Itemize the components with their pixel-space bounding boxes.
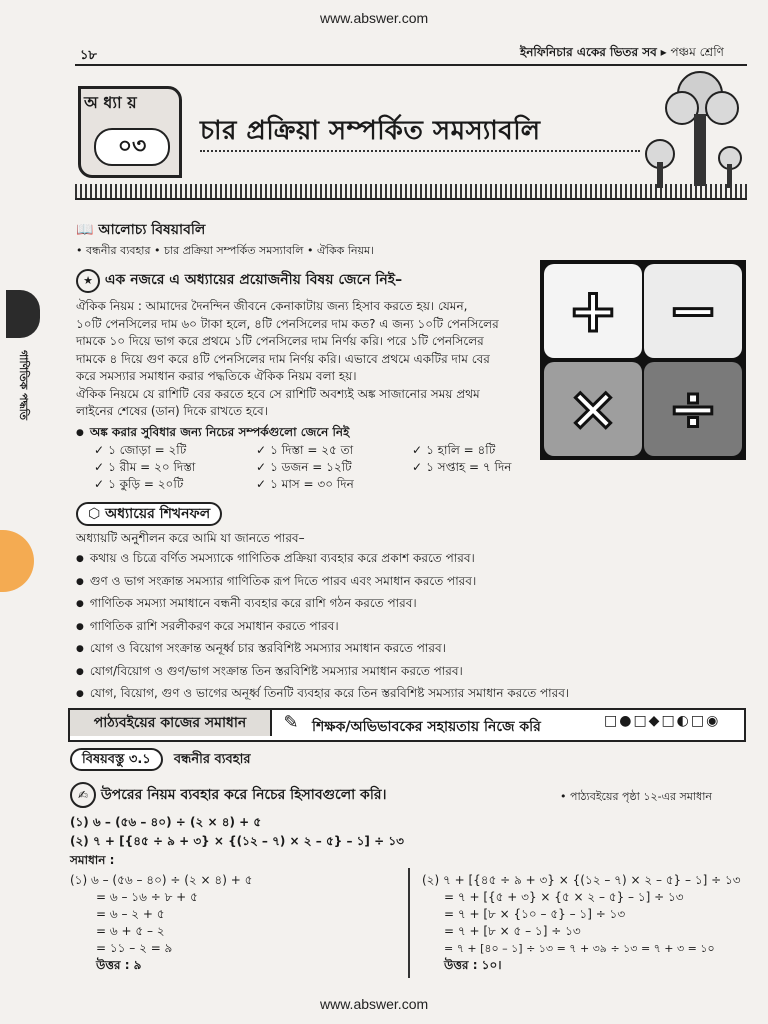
relations-col-3: ✓ ১ হালি = ৪টি ✓ ১ সপ্তাহ = ৭ দিন (412, 443, 512, 474)
glance-heading-row (76, 268, 402, 293)
solution-step: = ৬ – ২ + ৫ (96, 907, 165, 921)
side-tab-label: গাণিতিক পদ্ধতি (17, 350, 30, 421)
tree-illustration-icon (630, 66, 746, 190)
unitary-line: ১০টি পেনসিলের দাম ৬০ টাকা হলে, ৪টি পেনসিলের দাম কত? এ জন্য ১০টি পেনসিলের (76, 316, 499, 331)
title-underline (200, 150, 640, 152)
outcomes-intro: অধ্যায়টি অনুশীলন করে আমি যা জানতে পারব– (76, 531, 305, 545)
watermark-top: www.abswer.com (320, 10, 429, 26)
topic-name: বন্ধনীর ব্যবহার (173, 752, 251, 767)
class-label: পঞ্চম শ্রেণি (670, 45, 724, 59)
solution-label: সমাধান : (70, 853, 115, 867)
solution-2 (422, 872, 742, 974)
solution-step: (২) ৭ + [{৪৫ ÷ ৯ + ৩} × {(১২ – ৭) × ২ – ৫} – ১] ÷ ১৩ (422, 873, 741, 887)
solution-bar-right: শিক্ষক/অভিভাবকের সহায়তায় নিজে করি (312, 719, 541, 735)
outcomes-heading: অধ্যায়ের শিখনফল (105, 506, 211, 522)
question-2: (২) ৭ + [{৪৫ ÷ ৯ + ৩} × {(১২ – ৭) × ২ – ৫} – ১] ÷ ১৩ (70, 834, 404, 848)
math-operations-image (540, 260, 746, 460)
solution-step: = ১১ – ২ = ৯ (96, 941, 173, 955)
outcome-item: ● গুণ ও ভাগ সংক্রান্ত সমস্যার গাণিতিক রূপ দিতে পারব এবং সমাধান করতে পারব। (76, 571, 676, 594)
answer-1: উত্তর : ৯ (96, 958, 142, 972)
glance-heading: এক নজরে এ অধ্যায়ের প্রয়োজনীয় বিষয় জেনে নিই– (104, 272, 403, 288)
grass-strip (75, 184, 747, 200)
star-icon: ★ (76, 269, 100, 293)
outcomes-pill (76, 502, 222, 526)
brand-name: ইনফিনিচার একের ভিতর সব (520, 45, 657, 59)
outcomes-heading-row (76, 502, 222, 526)
side-tab-badge (6, 290, 40, 338)
exercise-instruction-row (70, 782, 387, 808)
solution-bar-left: পাঠ্যবইয়ের কাজের সমাধান (70, 710, 272, 736)
solution-step: = ৭ + [{৫ + ৩} × {৫ × ২ – ৫} – ১] ÷ ১৩ (444, 890, 684, 904)
solution-step: = ৭ + [৪০ – ১] ÷ ১৩ = ৭ + ৩৯ ÷ ১৩ = ৭ + ৩ = ১০ (444, 942, 715, 955)
relation-item: ১ ডজন = ১২টি (270, 460, 352, 474)
outcome-item: ● যোগ, বিয়োগ, গুণ ও ভাগের অনূর্ধ্ব তিনটি ব্যবহার করে তিন স্তরবিশিষ্ট সমস্যার সমাধান করতে পারব। (76, 683, 676, 706)
solution-step: = ৬ – ১৬ ÷ ৮ + ৫ (96, 890, 198, 904)
relations-col-1: ✓ ১ জোড়া = ২টি ✓ ১ রীম = ২০ দিস্তা ✓ ১ কুড়ি = ২০টি (94, 443, 196, 491)
chapter-title: চার প্রক্রিয়া সম্পর্কিত সমস্যাবলি (200, 116, 541, 146)
minus-icon: − (667, 276, 719, 346)
relation-item: ১ কুড়ি = ২০টি (108, 477, 184, 491)
cube-icon: ⬡ (88, 506, 101, 522)
sticky-note-icon (0, 530, 34, 592)
unitary-line: ঐকিক নিয়মে যে রাশিটি বের করতে হবে সে রাশিটি অবশ্যই অঙ্ক সাজানোর সময় প্রথম (76, 386, 480, 401)
relations-heading (76, 424, 349, 444)
answer-2: উত্তর : ১০। (444, 958, 502, 972)
relations-col-2: ✓ ১ দিস্তা = ২৫ তা ✓ ১ ডজন = ১২টি ✓ ১ মাস = ৩০ দিন (256, 443, 354, 491)
watermark-bottom: www.abswer.com (320, 996, 429, 1012)
page-number: ১৮ (80, 48, 97, 63)
unitary-line: দামকে ১০ দিয়ে ভাগ করে প্রথমে ১টি পেনসিলের দাম নির্ণয় করি। পরে ১টি পেনসিলের (76, 334, 484, 348)
relation-item: ১ সপ্তাহ = ৭ দিন (426, 460, 512, 474)
relation-item: ১ হালি = ৪টি (426, 443, 496, 457)
outcome-item: ● গাণিতিক রাশি সরলীকরণ করে সমাধান করতে পারব। (76, 616, 676, 639)
page-header (520, 44, 724, 64)
solution-step: = ৬ + ৫ – ২ (96, 924, 165, 938)
topics-heading-row (76, 218, 205, 242)
topic-label-row (70, 748, 251, 771)
chapter-word: অ ধ্যা য় (84, 93, 137, 112)
header-arrow-icon: ▸ (660, 45, 667, 59)
solution-step: (১) ৬ – (৫৬ – ৪০) ÷ (২ × ৪) + ৫ (70, 873, 253, 887)
side-tab (0, 290, 42, 470)
topics-heading: আলোচ্য বিষয়াবলি (98, 222, 206, 238)
question-1: (১) ৬ – (৫৬ – ৪০) ÷ (২ × ৪) + ৫ (70, 815, 262, 829)
outcomes-list (76, 548, 676, 706)
relation-item: ১ দিস্তা = ২৫ তা (270, 443, 354, 457)
exercise-instruction: উপরের নিয়ম ব্যবহার করে নিচের হিসাবগুলো করি। (100, 787, 387, 803)
calculator-icon: ✍ (70, 782, 96, 808)
chapter-number: ০৩ (94, 128, 170, 166)
unitary-line: লাইনের শেষের (ডান) দিকে রাখতে হবে। (76, 404, 269, 418)
relations-heading-text: অঙ্ক করার সুবিধার জন্য নিচের সম্পর্কগুলো জেনে নিই (89, 425, 350, 439)
unitary-line: করে সমস্যার সমাধান করার পদ্ধতিকে ঐকিক নিয়ম বলা হয়। (76, 369, 357, 383)
relation-item: ১ জোড়া = ২টি (108, 443, 187, 457)
solution-step: = ৭ + [৮ × ৫ – ১] ÷ ১৩ (444, 924, 581, 938)
solution-divider (408, 868, 410, 978)
divide-icon: ÷ (667, 374, 719, 444)
book-icon: 📖 (76, 222, 94, 238)
relation-item: ১ মাস = ৩০ দিন (270, 477, 354, 491)
outcome-item: ● যোগ ও বিয়োগ সংক্রান্ত অনূর্ধ্ব চার স্তরবিশিষ্ট সমস্যার সমাধান করতে পারব। (76, 638, 676, 661)
outcome-item: ● কথায় ও চিত্রে বর্ণিত সমস্যাকে গাণিতিক প্রক্রিয়া ব্যবহার করে প্রকাশ করতে পারব। (76, 548, 676, 571)
topic-tag: বিষয়বস্তু ৩.১ (70, 748, 163, 771)
unitary-line: দামকে ৪ দিয়ে গুণ করে ৪টি পেনসিলের দাম নির্ণয় করি। এভাবে প্রথমে একটির দাম বের (76, 351, 490, 366)
page-reference: • পাঠ্যবইয়ের পৃষ্ঠা ১২-এর সমাধান (560, 790, 712, 803)
relation-item: ১ রীম = ২০ দিস্তা (108, 460, 196, 474)
pencil-icon: ✎ (283, 712, 299, 733)
outcome-item: ● গাণিতিক সমস্যা সমাধানে বন্ধনী ব্যবহার করে রাশি গঠন করতে পারব। (76, 593, 676, 616)
topics-list: • বন্ধনীর ব্যবহার • চার প্রক্রিয়া সম্পর্কিত সমস্যাবলি • ঐকিক নিয়ম। (76, 244, 375, 257)
unitary-rule (76, 298, 532, 421)
unitary-line: ঐকিক নিয়ম : আমাদের দৈনন্দিন জীবনে কেনাকাটায় জন্য হিসাব করতে হয়। যেমন, (76, 299, 468, 313)
solution-step: = ৭ + [৮ × {১০ – ৫} – ১] ÷ ১৩ (444, 907, 626, 921)
plus-icon: + (567, 276, 619, 346)
multiply-icon: × (567, 374, 619, 444)
solution-1 (70, 872, 252, 974)
outcome-item: ● যোগ/বিয়োগ ও গুণ/ভাগ সংক্রান্ত তিন স্তরবিশিষ্ট সমস্যার সমাধান করতে পারব। (76, 661, 676, 684)
option-boxes-icon: □●□◆□◐□◉ (604, 713, 721, 729)
